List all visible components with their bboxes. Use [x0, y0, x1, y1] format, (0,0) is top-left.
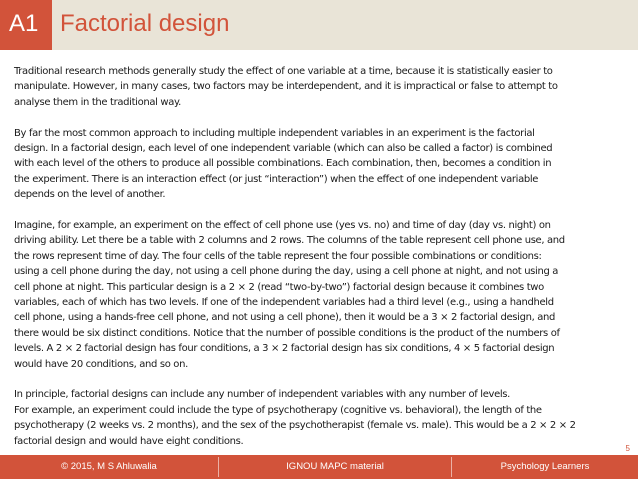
- body-line: For example, an experiment could include the type of psychotherapy (cognitive vs. behavioral), the length of the: [14, 404, 542, 416]
- slide-body: [14, 64, 628, 449]
- body-line: cell phone, using a hands-free cell phone, and not using a cell phone), then it would be a 3 × 2 factorial design, and: [14, 312, 555, 324]
- section-code: A1: [9, 10, 39, 37]
- body-paragraph: [14, 64, 628, 110]
- body-line: manipulate. However, in many cases, two factors may be interdependent, and it is impractical or false to attempt to: [14, 81, 558, 93]
- body-paragraph: [14, 126, 628, 203]
- body-line: factorial design and would have eight conditions.: [14, 435, 244, 447]
- body-line: By far the most common approach to including multiple independent variables in an experiment is the factorial: [14, 127, 535, 139]
- body-paragraph: [14, 218, 628, 372]
- body-line: with each level of the others to produce all possible combinations. Each combination, then, becomes a condition in: [14, 158, 552, 170]
- footer-source: IGNOU MAPC material: [286, 461, 384, 472]
- body-line: Traditional research methods generally study the effect of one variable at a time, because it is statistically easier to: [14, 66, 553, 77]
- slide-header: [0, 0, 638, 50]
- slide-title: Factorial design: [60, 10, 230, 37]
- body-line: would have 20 conditions, and so on.: [14, 358, 188, 370]
- footer-credit: Psychology Learners: [500, 461, 590, 472]
- section-code-box: [0, 0, 52, 50]
- body-line: using a cell phone during the day, not using a cell phone during the day, using a cell phone at night, and not using a: [14, 266, 559, 278]
- body-line: the rows represent time of day. The four cells of the table represent the four possible combinations or conditions:: [14, 250, 542, 262]
- body-line: cell phone at night. This particular design is a 2 × 2 (read “two-by-two”) factorial design because it combines two: [14, 281, 544, 293]
- body-line: the experiment. There is an interaction effect (or just “interaction”) when the effect of one independent variable: [14, 173, 539, 185]
- body-paragraph: [14, 387, 628, 449]
- body-line: variables, each of which has two levels. If one of the independent variables had a third level (e.g., using a handheld: [14, 297, 554, 309]
- body-line: Imagine, for example, an experiment on the effect of cell phone use (yes vs. no) and time of day (day vs. night) on: [14, 220, 551, 232]
- body-line: analyse them in the traditional way.: [14, 96, 181, 108]
- page-number: 5: [625, 444, 630, 453]
- body-line: depends on the level of another.: [14, 189, 166, 201]
- body-line: design. In a factorial design, each level of one independent variable (which can also be called a factor) is combined: [14, 143, 553, 155]
- body-line: there would be six distinct conditions. Notice that the number of possible conditions is the product of the numbers of: [14, 327, 560, 339]
- slide-footer: [0, 455, 638, 479]
- body-line: psychotherapy (2 weeks vs. 2 months), and the sex of the psychotherapist (female vs. male). This would be a 2 × 2 × 2: [14, 420, 576, 432]
- body-line: driving ability. Let there be a table with 2 columns and 2 rows. The columns of the table represent cell phone use, and: [14, 235, 565, 247]
- body-line: In principle, factorial designs can include any number of independent variables with any number of levels.: [14, 389, 510, 401]
- body-line: levels. A 2 × 2 factorial design has four conditions, a 3 × 2 factorial design has six conditions, 4 × 5 factorial design: [14, 343, 555, 355]
- footer-copyright: © 2015, M S Ahluwalia: [61, 461, 157, 472]
